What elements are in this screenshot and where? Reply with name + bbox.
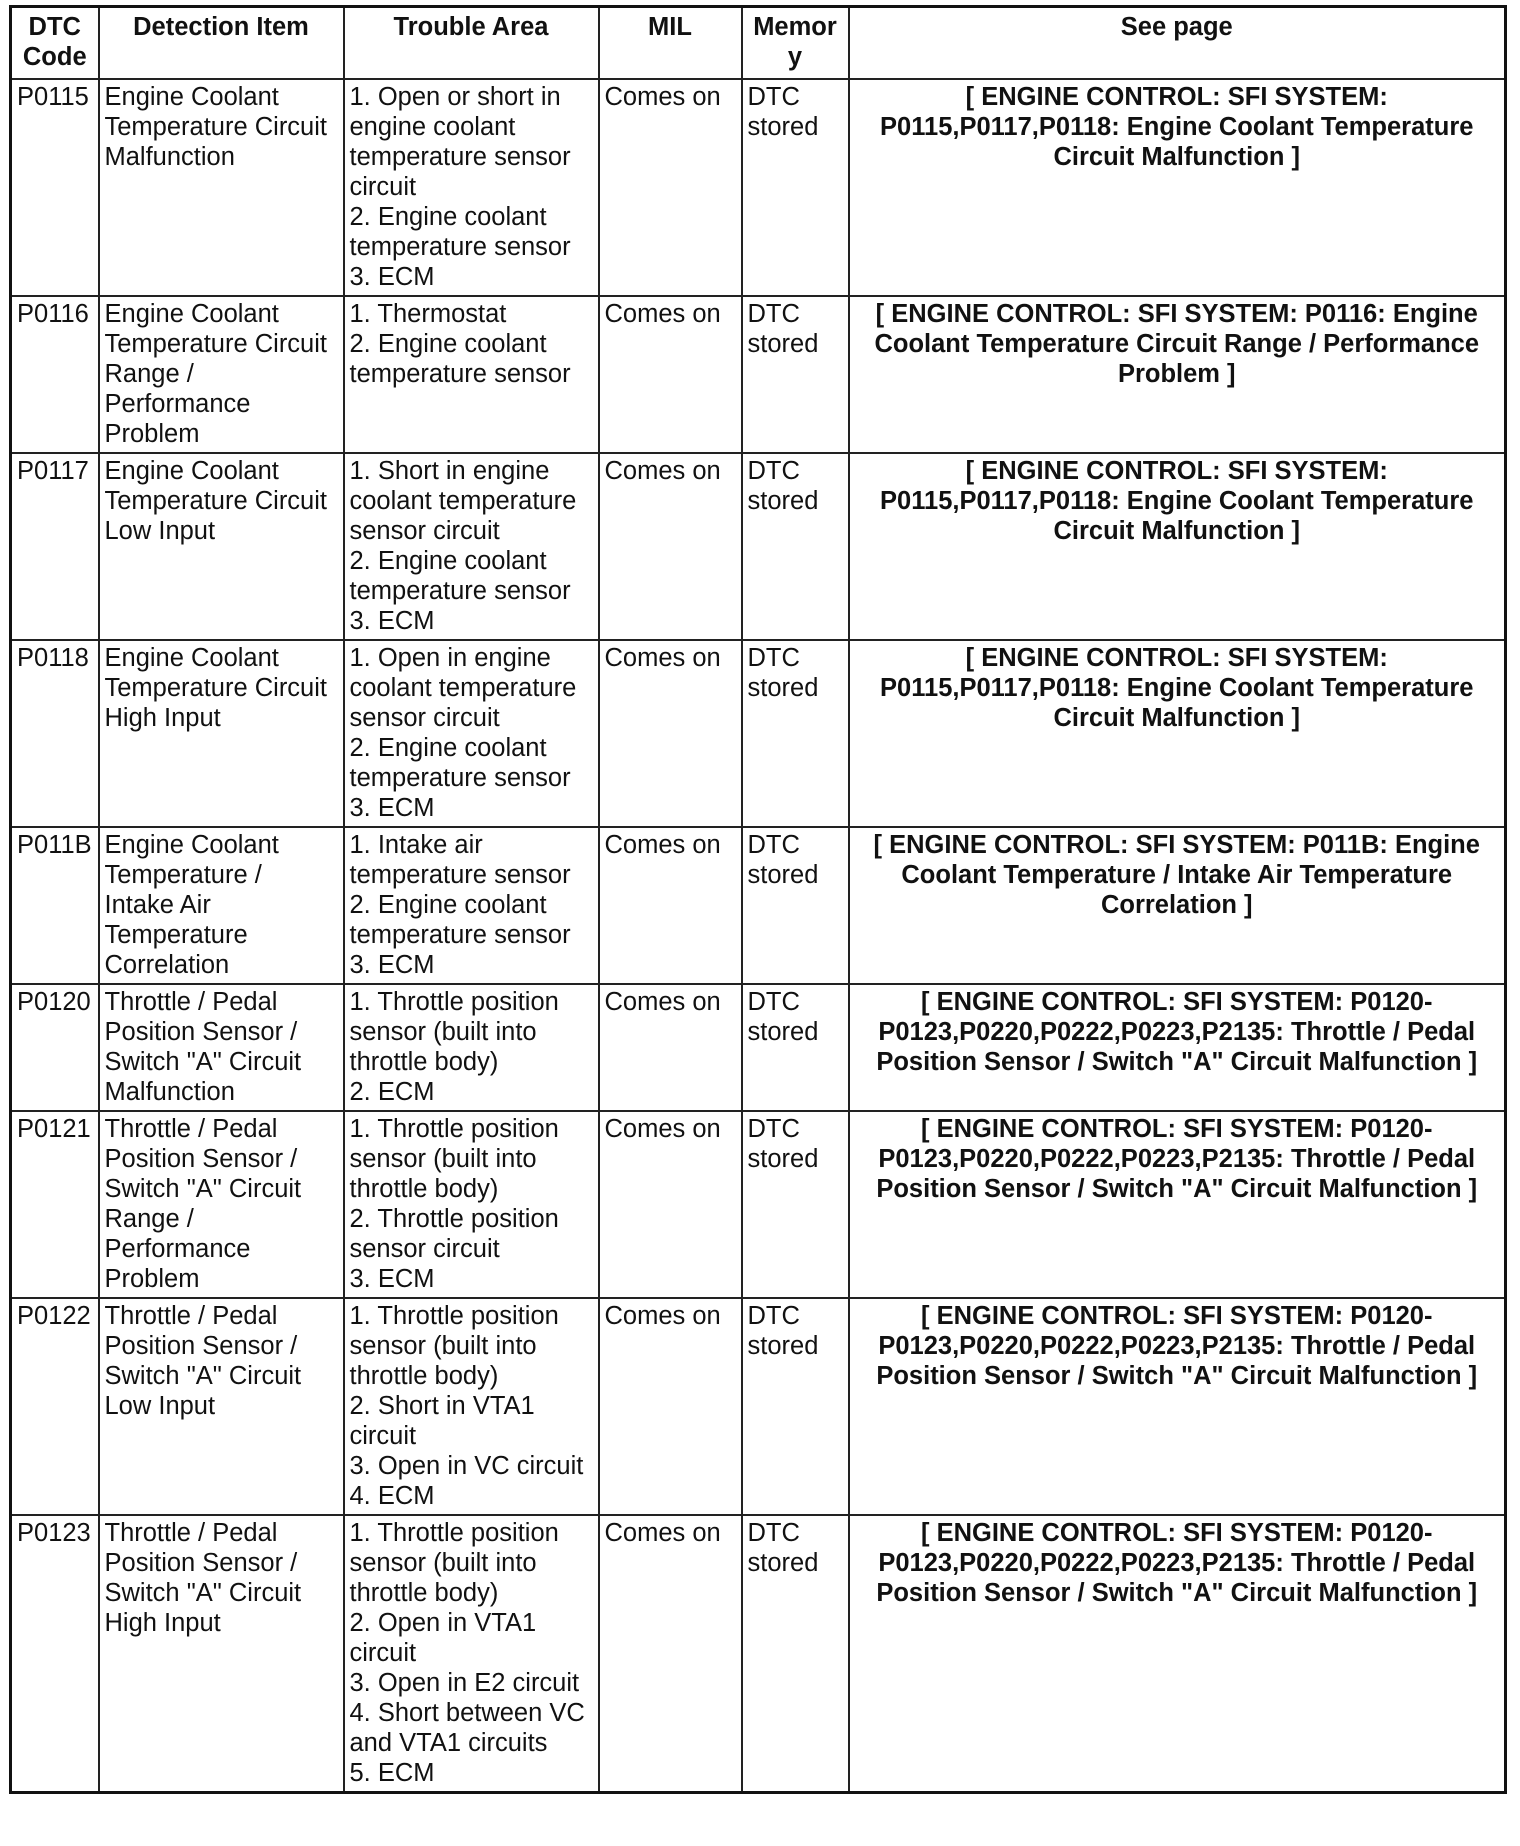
memory-cell: DTC stored <box>742 984 849 1111</box>
table-row <box>11 1515 1506 1793</box>
dtc-code-cell: P0117 <box>11 453 99 640</box>
memory-cell: DTC stored <box>742 79 849 296</box>
table-row <box>11 984 1506 1111</box>
trouble-area-cell <box>344 79 599 296</box>
see-page-cell: [ ENGINE CONTROL: SFI SYSTEM: P0120-P0123,P0220,P0222,P0223,P2135: Throttle / Pedal Position Sensor / Switch "A" Circuit Malfunction ] <box>849 984 1506 1111</box>
dtc-code-cell: P0120 <box>11 984 99 1111</box>
see-page-cell: [ ENGINE CONTROL: SFI SYSTEM: P0115,P0117,P0118: Engine Coolant Temperature Circuit Malfunction ] <box>849 79 1506 296</box>
trouble-area-line: 2. Open in VTA1 circuit <box>349 1609 537 1667</box>
see-page-cell: [ ENGINE CONTROL: SFI SYSTEM: P0116: Engine Coolant Temperature Circuit Range / Performance Problem ] <box>849 296 1506 453</box>
trouble-area-line: 4. ECM <box>349 1482 435 1510</box>
trouble-area-line: 3. ECM <box>349 607 435 635</box>
trouble-area-line: 5. ECM <box>349 1759 435 1787</box>
mil-cell: Comes on <box>599 453 742 640</box>
trouble-area-line: 2. Engine coolant temperature sensor <box>349 203 571 261</box>
trouble-area-line: 1. Intake air temperature sensor <box>349 831 571 889</box>
trouble-area-line: 3. ECM <box>349 794 435 822</box>
trouble-area-cell <box>344 1515 599 1793</box>
table-row <box>11 296 1506 453</box>
trouble-area-line: 3. ECM <box>349 951 435 979</box>
trouble-area-line: 4. Short between VC and VTA1 circuits <box>349 1699 585 1757</box>
header-row <box>11 7 1506 80</box>
memory-cell: DTC stored <box>742 827 849 984</box>
see-page-cell: [ ENGINE CONTROL: SFI SYSTEM: P0120-P0123,P0220,P0222,P0223,P2135: Throttle / Pedal Position Sensor / Switch "A" Circuit Malfunction ] <box>849 1298 1506 1515</box>
memory-cell: DTC stored <box>742 296 849 453</box>
table-row <box>11 827 1506 984</box>
detection-item-cell: Engine Coolant Temperature Circuit Low Input <box>99 453 344 640</box>
header-detection-item: Detection Item <box>99 7 344 80</box>
trouble-area-cell <box>344 984 599 1111</box>
mil-cell: Comes on <box>599 984 742 1111</box>
table-header <box>11 7 1506 80</box>
trouble-area-line: 2. ECM <box>349 1078 435 1106</box>
dtc-code-cell: P011B <box>11 827 99 984</box>
detection-item-cell: Engine Coolant Temperature Circuit Range / Performance Problem <box>99 296 344 453</box>
see-page-cell: [ ENGINE CONTROL: SFI SYSTEM: P0115,P0117,P0118: Engine Coolant Temperature Circuit Malfunction ] <box>849 640 1506 827</box>
mil-cell: Comes on <box>599 1515 742 1793</box>
memory-cell: DTC stored <box>742 640 849 827</box>
trouble-area-line: 1. Throttle position sensor (built into throttle body) <box>349 1302 559 1390</box>
mil-cell: Comes on <box>599 827 742 984</box>
trouble-area-line: 1. Open in engine coolant temperature sensor circuit <box>349 644 577 732</box>
mil-cell: Comes on <box>599 1298 742 1515</box>
table-row <box>11 79 1506 296</box>
header-trouble-area: Trouble Area <box>344 7 599 80</box>
detection-item-cell: Engine Coolant Temperature Circuit Malfunction <box>99 79 344 296</box>
trouble-area-line: 3. Open in VC circuit <box>349 1452 584 1480</box>
dtc-code-cell: P0121 <box>11 1111 99 1298</box>
table-row <box>11 1298 1506 1515</box>
trouble-area-cell <box>344 1111 599 1298</box>
trouble-area-line: 1. Open or short in engine coolant temperature sensor circuit <box>349 83 571 201</box>
detection-item-cell: Throttle / Pedal Position Sensor / Switch "A" Circuit Low Input <box>99 1298 344 1515</box>
trouble-area-line: 2. Short in VTA1 circuit <box>349 1392 535 1450</box>
dtc-code-cell: P0115 <box>11 79 99 296</box>
trouble-area-line: 3. ECM <box>349 263 435 291</box>
dtc-table <box>9 5 1507 1794</box>
trouble-area-line: 1. Thermostat <box>349 300 507 328</box>
memory-cell: DTC stored <box>742 453 849 640</box>
table-row <box>11 453 1506 640</box>
trouble-area-line: 2. Throttle position sensor circuit <box>349 1205 559 1263</box>
header-mil: MIL <box>599 7 742 80</box>
table-body <box>11 79 1506 1793</box>
detection-item-cell: Engine Coolant Temperature / Intake Air Temperature Correlation <box>99 827 344 984</box>
trouble-area-line: 2. Engine coolant temperature sensor <box>349 330 571 388</box>
trouble-area-cell <box>344 296 599 453</box>
dtc-code-cell: P0123 <box>11 1515 99 1793</box>
trouble-area-line: 1. Throttle position sensor (built into throttle body) <box>349 1519 559 1607</box>
trouble-area-line: 3. Open in E2 circuit <box>349 1669 580 1697</box>
trouble-area-cell <box>344 827 599 984</box>
trouble-area-line: 2. Engine coolant temperature sensor <box>349 891 571 949</box>
trouble-area-cell <box>344 453 599 640</box>
mil-cell: Comes on <box>599 296 742 453</box>
header-memory: Memory <box>742 7 849 80</box>
dtc-code-cell: P0116 <box>11 296 99 453</box>
detection-item-cell: Throttle / Pedal Position Sensor / Switch "A" Circuit Malfunction <box>99 984 344 1111</box>
detection-item-cell: Throttle / Pedal Position Sensor / Switch "A" Circuit Range / Performance Problem <box>99 1111 344 1298</box>
memory-cell: DTC stored <box>742 1298 849 1515</box>
trouble-area-cell <box>344 1298 599 1515</box>
trouble-area-line: 1. Short in engine coolant temperature sensor circuit <box>349 457 577 545</box>
see-page-cell: [ ENGINE CONTROL: SFI SYSTEM: P011B: Engine Coolant Temperature / Intake Air Temperature Correlation ] <box>849 827 1506 984</box>
memory-cell: DTC stored <box>742 1515 849 1793</box>
see-page-cell: [ ENGINE CONTROL: SFI SYSTEM: P0115,P0117,P0118: Engine Coolant Temperature Circuit Malfunction ] <box>849 453 1506 640</box>
see-page-cell: [ ENGINE CONTROL: SFI SYSTEM: P0120-P0123,P0220,P0222,P0223,P2135: Throttle / Pedal Position Sensor / Switch "A" Circuit Malfunction ] <box>849 1111 1506 1298</box>
dtc-code-cell: P0122 <box>11 1298 99 1515</box>
detection-item-cell: Throttle / Pedal Position Sensor / Switch "A" Circuit High Input <box>99 1515 344 1793</box>
trouble-area-cell <box>344 640 599 827</box>
header-see-page: See page <box>849 7 1506 80</box>
header-dtc-code: DTC Code <box>11 7 99 80</box>
dtc-code-cell: P0118 <box>11 640 99 827</box>
trouble-area-line: 2. Engine coolant temperature sensor <box>349 734 571 792</box>
mil-cell: Comes on <box>599 640 742 827</box>
trouble-area-line: 2. Engine coolant temperature sensor <box>349 547 571 605</box>
memory-cell: DTC stored <box>742 1111 849 1298</box>
trouble-area-line: 3. ECM <box>349 1265 435 1293</box>
trouble-area-line: 1. Throttle position sensor (built into throttle body) <box>349 1115 559 1203</box>
detection-item-cell: Engine Coolant Temperature Circuit High Input <box>99 640 344 827</box>
table-row <box>11 1111 1506 1298</box>
mil-cell: Comes on <box>599 1111 742 1298</box>
mil-cell: Comes on <box>599 79 742 296</box>
see-page-cell: [ ENGINE CONTROL: SFI SYSTEM: P0120-P0123,P0220,P0222,P0223,P2135: Throttle / Pedal Position Sensor / Switch "A" Circuit Malfunction ] <box>849 1515 1506 1793</box>
trouble-area-line: 1. Throttle position sensor (built into throttle body) <box>349 988 559 1076</box>
table-row <box>11 640 1506 827</box>
